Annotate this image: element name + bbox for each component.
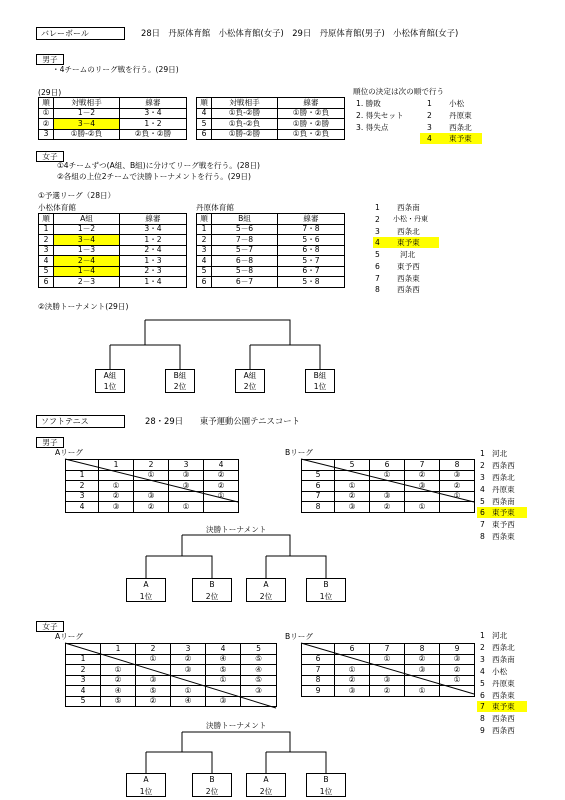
st-women-seed-7: 7 東予東 [480, 702, 515, 711]
st-women-seed-8: 8 西条西 [480, 714, 515, 723]
vb-women-seed-6: 6 東予西 [375, 262, 420, 271]
vb-men-schedule-right: 順 対戦相手 線審 4 ①負-②勝 ①勝・②負 5 ①負-②負 ①勝・②勝 6 ①勝-②勝 ①負・②負 [196, 97, 345, 140]
vb-men-schedule-left: 順 対戦相手 線審 ① 1－2 3・4 ② 3－4 1・2 3 ①勝-②負 ②負・②勝 [38, 97, 187, 140]
st-women-tournament-title: 決勝トーナメント [206, 721, 267, 730]
vb-men-order-rule-2: 2. 得失セット [356, 111, 404, 120]
st-women-seed-3: 3 西条南 [480, 655, 515, 664]
volleyball-venue-header: 28日 丹原体育館 小松体育館(女子) 29日 丹原体育館(男子) 小松体育館(女子) [141, 28, 459, 38]
vb-final-box-4: B組 1位 [305, 369, 335, 393]
st-men-seed-7: 7 東予西 [480, 520, 515, 529]
vb-men-team-2: 丹原東 [449, 111, 472, 120]
volleyball-section-title: バレーボール [36, 27, 125, 40]
vb-men-order-rule-1: 1. 勝敗 [356, 99, 381, 108]
st-men-box-2: B 2位 [192, 578, 232, 602]
vb-women-final-title: ②決勝トーナメント(29日) [38, 302, 129, 311]
vb-women-venue-b: 丹原体育館 [196, 203, 234, 212]
st-men-seed-1: 1 河北 [480, 449, 508, 458]
vb-women-seed-8: 8 西条西 [375, 285, 420, 294]
vb-women-note-1: ①4チームずつ(A組、B組)に分けてリーグ戦を行う。(28日) [57, 161, 261, 170]
st-women-seed-4: 4 小松 [480, 667, 508, 676]
vb-men-day: (29日) [38, 88, 62, 97]
st-men-a-league-table: 1 2 3 4 1 ① ③ ② 2 ① ③ ② 3 ② ③ ① 4 ③ ② ① [65, 459, 239, 513]
st-women-box-1: A 1位 [126, 773, 166, 797]
st-women-b-league-table: 6 7 8 9 6 ① ② ③ 7 ① ③ ② 8 ② ③ ① 9 ③ ② ① [301, 643, 475, 697]
st-women-seed-5: 5 丹原東 [480, 679, 515, 688]
vb-final-box-3: A組 2位 [235, 369, 265, 393]
st-women-a-league-table: 1 2 3 4 5 1 ① ② ④ ⑤ 2 ① ③ ⑤ ④ 3 ② ③ ① ⑤ 4 ④ ⑤ ① ③ 5 ⑤ ② ④ ③ [65, 643, 277, 707]
st-women-label: 女子 [36, 621, 64, 632]
vb-women-prelim-title: ①予選リーグ（28日） [38, 191, 116, 200]
st-men-seed-2: 2 西条西 [480, 461, 515, 470]
vb-men-rank-1: 1 [427, 99, 432, 108]
soft-tennis-section-title: ソフトテニス [36, 415, 125, 428]
st-men-seed-4: 4 丹原東 [480, 485, 515, 494]
st-men-seed-8: 8 西条東 [480, 532, 515, 541]
vb-men-rank-2: 2 [427, 111, 432, 120]
vb-women-seed-3: 3 西条北 [375, 227, 420, 236]
st-women-b-title: Bリーグ [285, 632, 313, 641]
vb-men-note: ・4チームのリーグ戦を行う。(29日) [52, 65, 179, 74]
vb-men-rank-4: 4 [427, 134, 432, 143]
st-women-seed-9: 9 西条西 [480, 726, 515, 735]
vb-women-seed-5: 5 河北 [375, 250, 416, 259]
vb-women-group-b-table: 順 B組 線審 1 5－6 7・8 2 7－8 5・6 3 5－7 6・8 4 6－8 5・7 5 5－8 6・7 6 6－7 5・8 [196, 213, 345, 288]
st-women-seed-1: 1 河北 [480, 631, 508, 640]
vb-women-note-2: ②各組の上位2チームで決勝トーナメントを行う。(29日) [57, 172, 251, 181]
vb-women-seed-7: 7 西条東 [375, 274, 420, 283]
st-men-box-3: A 2位 [246, 578, 286, 602]
st-women-box-4: B 1位 [306, 773, 346, 797]
st-men-box-1: A 1位 [126, 578, 166, 602]
st-men-b-title: Bリーグ [285, 448, 313, 457]
vb-women-seed-2: 2 小松・丹東 [375, 215, 428, 224]
vb-men-rank-3: 3 [427, 123, 432, 132]
st-women-a-title: Aリーグ [55, 632, 83, 641]
soft-tennis-venue-header: 28・29日 東予運動公園テニスコート [145, 416, 300, 426]
st-men-label: 男子 [36, 437, 64, 448]
vb-women-label: 女子 [36, 151, 64, 162]
vb-women-seed-1: 1 西条南 [375, 203, 420, 212]
st-women-seed-6: 6 西条東 [480, 691, 515, 700]
vb-men-label: 男子 [36, 54, 64, 65]
st-women-seed-2: 2 西条北 [480, 643, 515, 652]
st-men-seed-5: 5 西条南 [480, 497, 515, 506]
vb-women-seed-4: 4 東予東 [375, 238, 420, 247]
vb-men-team-3: 西条北 [449, 123, 472, 132]
vb-men-team-4: 東予東 [449, 134, 472, 143]
vb-men-order-title: 順位の決定は次の順で行う [353, 87, 445, 96]
st-men-seed-6: 6 東予東 [480, 508, 515, 517]
vb-final-box-1: A組 1位 [95, 369, 125, 393]
st-men-b-league-table: 5 6 7 8 5 ① ② ③ 6 ① ③ ② 7 ② ③ ① 8 ③ ② ① [301, 459, 475, 513]
st-women-box-2: B 2位 [192, 773, 232, 797]
vb-women-venue-a: 小松体育館 [38, 203, 76, 212]
vb-women-group-a-table: 順 A組 線審 1 1－2 3・4 2 3－4 1・2 3 1－3 2・4 4 2－4 1・3 5 1－4 2・3 6 2－3 1・4 [38, 213, 187, 288]
vb-final-box-2: B組 2位 [165, 369, 195, 393]
st-women-box-3: A 2位 [246, 773, 286, 797]
vb-men-order-rule-3: 3. 得失点 [356, 123, 389, 132]
st-men-seed-3: 3 西条北 [480, 473, 515, 482]
st-men-tournament-title: 決勝トーナメント [206, 525, 267, 534]
st-men-a-title: Aリーグ [55, 448, 83, 457]
vb-men-team-1: 小松 [449, 99, 465, 108]
st-men-box-4: B 1位 [306, 578, 346, 602]
